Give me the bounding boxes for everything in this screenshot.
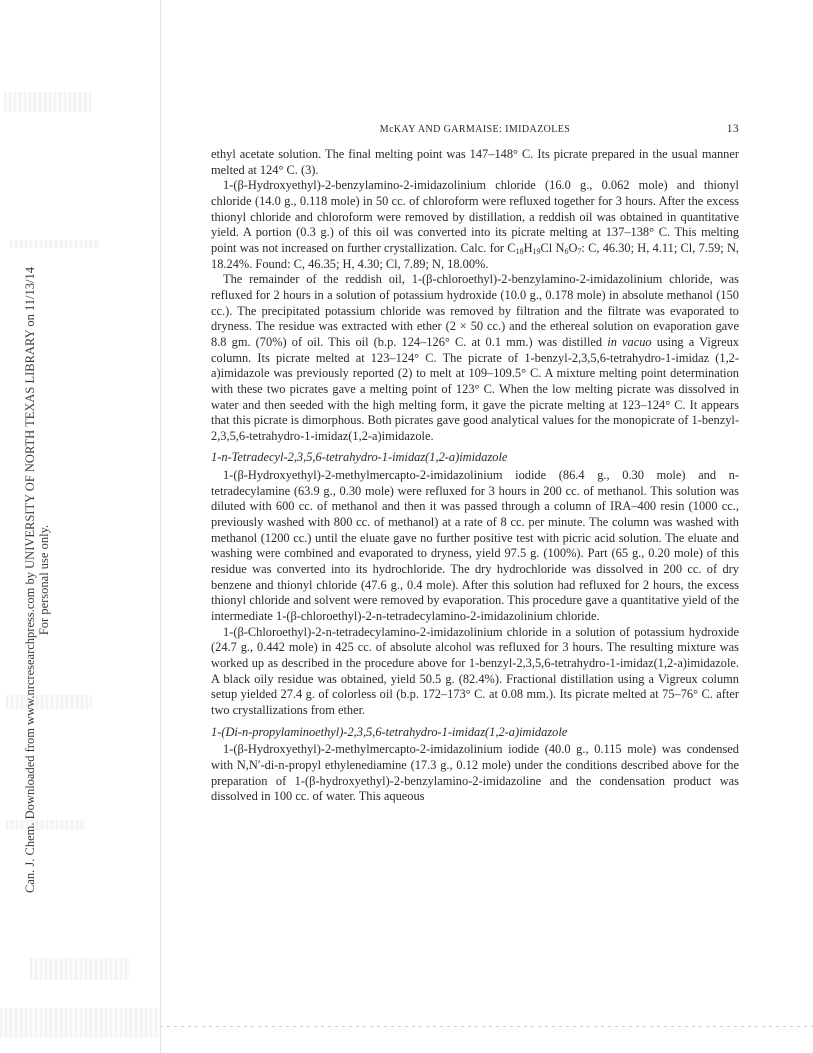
section-heading: 1-n-Tetradecyl-2,3,5,6-tetrahydro-1-imidaz(1,2-a)imidazole xyxy=(211,450,508,465)
download-notice xyxy=(23,170,51,990)
download-notice-line: Can. J. Chem. Downloaded from www.nrcresearchpress.com by UNIVERSITY OF NORTH TEXAS LIBRARY on 11/13/14 xyxy=(23,267,37,893)
calc-prefix: Calc. for C xyxy=(460,240,516,255)
scan-artifact xyxy=(4,92,92,112)
formula-part: H xyxy=(523,240,533,255)
paragraph-text: using a Vigreux column. Its picrate melted at 123–124° C. The picrate of 1-benzyl-2,3,5,6-tetrahydro-1-imidaz (1,2-a)imidazole was previously reported (2) to melt at 109–109.5° C. A mixture melting point determination with these two picrates gave a melting point of 123° C. When the low melting picrate was dissolved in water and then seeded with the high melting form, it gave the picrate melting at 123–124° C. It appears that this picrate is dimorphous. Both picrates gave good analytical values for the monopicrate of 1-benzyl-2,3,5,6-tetrahydro-1-imidaz(1,2-a)imidazole. xyxy=(211,334,739,443)
paragraph: 1-(β-Chloroethyl)-2-n-tetradecylamino-2-imidazolinium chloride in a solution of potassium hydroxide (24.7 g., 0.442 mole) in 425 cc. of absolute alcohol was refluxed for 3 hours. The resulting mixture was worked up as described in the procedure above for 1-benzyl-2,3,5,6-tetrahydro-1-imidaz(1,2-a)imidazole. A black oily residue was obtained, yield 50.5 g. (82.4%). Fractional distillation using a Vigreux column setup yielded 27.4 g. of colorless oil (b.p. 172–173° C. at 0.08 mm.). Its picrate melted at 75–76° C. after two crystallizations from ether. xyxy=(211,624,739,717)
paragraph xyxy=(211,178,739,272)
formula-part: Cl N xyxy=(540,240,565,255)
paragraph-text: 1-(β-Hydroxyethyl)-2-benzylamino-2-imidazolinium chloride (16.0 g., 0.062 mole) and thionyl chloride (14.0 g., 0.118 mole) in 50 cc. of chloroform were refluxed together for 3 hours. After the excess thionyl chloride and chloroform were removed by distillation, a reddish oil was obtained in quantitative yield. A portion (0.3 g.) of this oil was converted into its picrate melting at 137–138° C. This melting point was not increased on further crystallization. xyxy=(211,178,739,255)
article-body xyxy=(211,147,739,805)
running-header xyxy=(211,124,739,140)
calc-values: : C, 46.30; H, 4.11; Cl, 7.59; N, 18.24%. xyxy=(211,240,740,271)
formula-subscript: 18 xyxy=(515,246,524,256)
scan-bottom-line xyxy=(160,1026,813,1027)
paragraph: ethyl acetate solution. The final melting point was 147–148° C. Its picrate prepared in the usual manner melted at 124° C. (3). xyxy=(211,147,739,177)
running-title: McKAY AND GARMAISE: IMIDAZOLES xyxy=(379,124,571,135)
formula-subscript: 19 xyxy=(532,246,541,256)
personal-use-line: For personal use only. xyxy=(37,524,51,636)
page-number: 13 xyxy=(726,123,739,135)
emphasis: in vacuo xyxy=(607,334,652,349)
paragraph: 1-(β-Hydroxyethyl)-2-methylmercapto-2-imidazolinium iodide (86.4 g., 0.30 mole) and n-tetradecylamine (63.9 g., 0.30 mole) were refluxed for 3 hours in 200 cc. of methanol. This solution was diluted with 600 cc. of methanol and then it was passed through a column of IRA–400 resin (1000 cc., previously washed with 800 cc. of methanol) at a rate of 8 cc. per minute. The column was washed with methanol (1200 cc.) until the eluate gave no further positive test with picric acid solution. The eluate and washing were combined and evaporated to dryness, yield 97.5 g. (100%). Part (65 g., 0.20 mole) of this residue was converted into its hydrochloride. The dry hydrochloride was dissolved in 200 cc. of dry benzene and thionyl chloride (47.6 g., 0.4 mole). After this solution had refluxed for 2 hours, the excess thionyl chloride and solvent were removed by evaporation. This procedure gave a quantitative yield of the intermediate 1-(β-chloroethyl)-2-n-tetradecylamino-2-imidazolinium chloride. xyxy=(211,468,739,624)
formula-part: O xyxy=(568,240,578,255)
scan-artifact xyxy=(0,1008,160,1038)
paragraph xyxy=(211,272,739,444)
formula-subscript: 7 xyxy=(577,246,582,256)
found-values: Found: C, 46.35; H, 4.30; Cl, 7.89; N, 18.00%. xyxy=(255,256,489,271)
paragraph-text: The remainder of the reddish oil, 1-(β-chloroethyl)-2-benzylamino-2-imidazolinium chloride, was refluxed for 2 hours in a solution of potassium hydroxide (10.0 g., 0.178 mole) in absolute methanol (150 cc.). The precipitated potassium chloride was removed by filtration and the filtrate was evaporated to dryness. The residue was extracted with ether (2 × 50 cc.) and the ethereal solution on evaporation gave 8.8 gm. (70%) of oil. This oil (b.p. 124–126° C. at 0.1 mm.) was distilled xyxy=(211,272,739,349)
formula-subscript: 6 xyxy=(564,246,569,256)
section-heading: 1-(Di-n-propylaminoethyl)-2,3,5,6-tetrahydro-1-imidaz(1,2-a)imidazole xyxy=(211,724,568,739)
scan-margin-line xyxy=(160,0,161,1053)
paragraph: 1-(β-Hydroxyethyl)-2-methylmercapto-2-imidazolinium iodide (40.0 g., 0.115 mole) was condensed with N,N′-di-n-propyl ethylenediamine (17.3 g., 0.12 mole) under the conditions described above for the preparation of 1-(β-hydroxyethyl)-2-benzylamino-2-imidazoline and the condensation product was dissolved in 100 cc. of water. This aqueous xyxy=(211,742,739,804)
